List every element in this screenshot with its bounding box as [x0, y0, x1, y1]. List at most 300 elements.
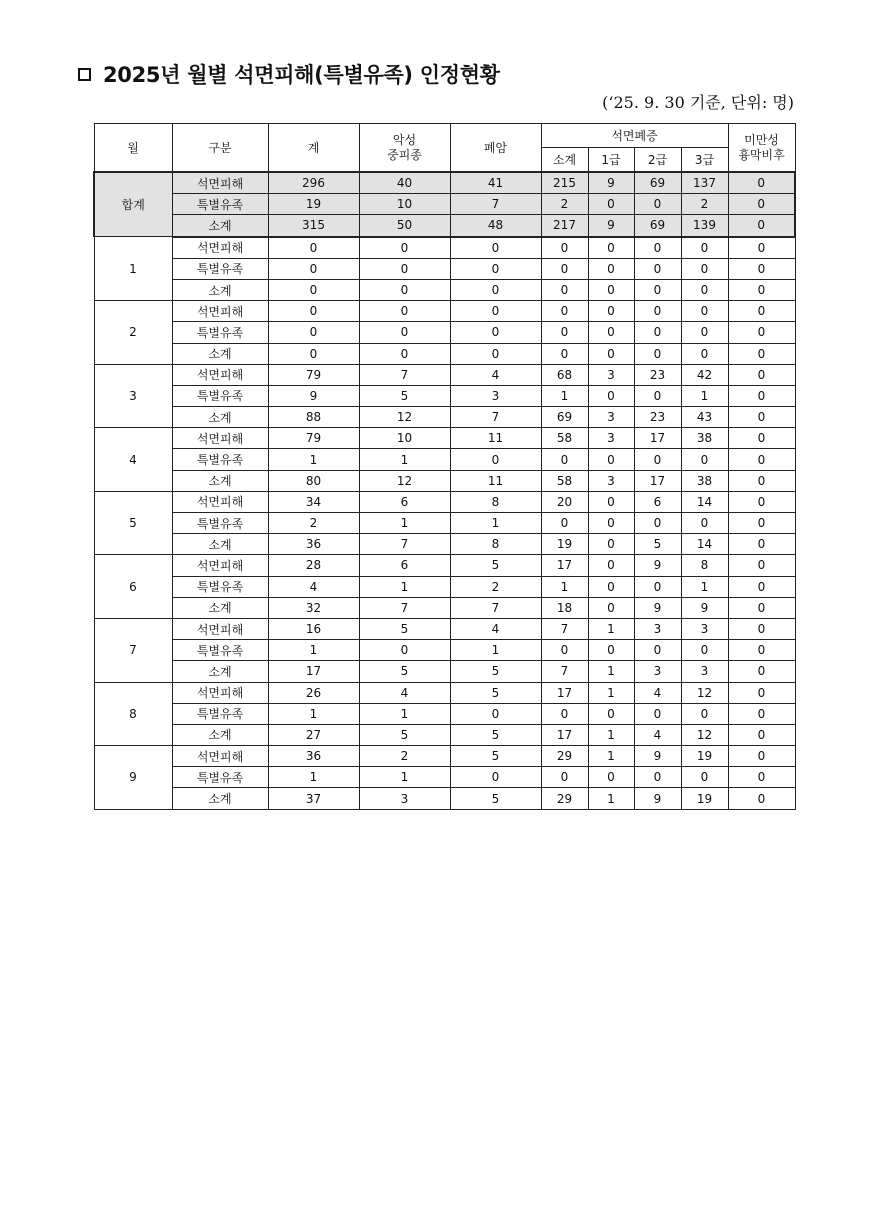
category-cell: 소계 [172, 343, 268, 364]
category-cell: 소계 [172, 724, 268, 745]
lung-cancer-cell: 11 [450, 428, 541, 449]
category-cell: 석면피해 [172, 682, 268, 703]
grade-2-cell: 9 [634, 788, 681, 809]
diffuse-cell: 0 [728, 767, 795, 788]
mesothelioma-cell: 4 [359, 682, 450, 703]
header-lung-cancer: 폐암 [450, 124, 541, 173]
grade-2-cell: 0 [634, 767, 681, 788]
table-row [94, 746, 795, 767]
diffuse-cell: 0 [728, 237, 795, 259]
month-cell: 7 [94, 618, 172, 682]
category-cell: 소계 [172, 215, 268, 237]
total-cell: 2 [268, 513, 359, 534]
asbestosis-subtotal-cell: 0 [541, 513, 588, 534]
asbestosis-subtotal-cell: 0 [541, 640, 588, 661]
grade-3-cell: 0 [681, 237, 728, 259]
grade-3-cell: 14 [681, 534, 728, 555]
mesothelioma-cell: 6 [359, 491, 450, 512]
asbestosis-subtotal-cell: 17 [541, 724, 588, 745]
diffuse-cell: 0 [728, 788, 795, 809]
total-cell: 1 [268, 703, 359, 724]
lung-cancer-cell: 11 [450, 470, 541, 491]
table-row [94, 364, 795, 385]
table-row [94, 237, 795, 259]
total-cell: 0 [268, 301, 359, 322]
lung-cancer-cell: 48 [450, 215, 541, 237]
diffuse-cell: 0 [728, 364, 795, 385]
category-cell: 특별유족 [172, 385, 268, 406]
diffuse-cell: 0 [728, 428, 795, 449]
grade-3-cell: 12 [681, 724, 728, 745]
asbestosis-subtotal-cell: 18 [541, 597, 588, 618]
total-cell: 0 [268, 343, 359, 364]
month-cell-total: 합계 [94, 172, 172, 237]
grade-1-cell: 3 [588, 470, 634, 491]
grade-2-cell: 3 [634, 661, 681, 682]
grade-1-cell: 0 [588, 237, 634, 259]
grade-1-cell: 1 [588, 618, 634, 639]
mesothelioma-cell: 6 [359, 555, 450, 576]
grade-1-cell: 0 [588, 555, 634, 576]
total-cell: 79 [268, 428, 359, 449]
grade-3-cell: 0 [681, 640, 728, 661]
month-cell: 6 [94, 555, 172, 619]
category-cell: 특별유족 [172, 194, 268, 215]
table-row [94, 428, 795, 449]
table-row [94, 385, 795, 406]
total-cell: 1 [268, 767, 359, 788]
grade-3-cell: 0 [681, 449, 728, 470]
grade-3-cell: 0 [681, 703, 728, 724]
asbestosis-subtotal-cell: 58 [541, 428, 588, 449]
total-cell: 27 [268, 724, 359, 745]
total-cell: 26 [268, 682, 359, 703]
total-cell: 4 [268, 576, 359, 597]
lung-cancer-cell: 3 [450, 385, 541, 406]
diffuse-cell: 0 [728, 258, 795, 279]
table-row [94, 279, 795, 300]
grade-2-cell: 6 [634, 491, 681, 512]
diffuse-cell: 0 [728, 407, 795, 428]
grade-3-cell: 0 [681, 258, 728, 279]
lung-cancer-cell: 5 [450, 661, 541, 682]
unit-note: (‘25. 9. 30 기준, 단위: 명) [602, 93, 794, 112]
grade-3-cell: 0 [681, 767, 728, 788]
table-row [94, 640, 795, 661]
category-cell: 소계 [172, 407, 268, 428]
grade-1-cell: 0 [588, 767, 634, 788]
total-cell: 296 [268, 172, 359, 194]
table-row [94, 597, 795, 618]
asbestosis-subtotal-cell: 0 [541, 449, 588, 470]
lung-cancer-cell: 5 [450, 724, 541, 745]
month-cell: 5 [94, 491, 172, 555]
grade-1-cell: 0 [588, 343, 634, 364]
diffuse-cell: 0 [728, 724, 795, 745]
asbestosis-subtotal-cell: 29 [541, 746, 588, 767]
grade-1-cell: 0 [588, 322, 634, 343]
grade-1-cell: 3 [588, 407, 634, 428]
header-total: 계 [268, 124, 359, 173]
asbestosis-subtotal-cell: 19 [541, 534, 588, 555]
total-cell: 0 [268, 279, 359, 300]
lung-cancer-cell: 0 [450, 343, 541, 364]
grade-3-cell: 12 [681, 682, 728, 703]
diffuse-cell: 0 [728, 343, 795, 364]
diffuse-cell: 0 [728, 194, 795, 215]
mesothelioma-cell: 40 [359, 172, 450, 194]
asbestosis-subtotal-cell: 0 [541, 767, 588, 788]
mesothelioma-cell: 0 [359, 258, 450, 279]
grade-2-cell: 4 [634, 682, 681, 703]
total-cell: 0 [268, 322, 359, 343]
mesothelioma-cell: 0 [359, 640, 450, 661]
grade-2-cell: 0 [634, 385, 681, 406]
total-cell: 17 [268, 661, 359, 682]
grade-3-cell: 3 [681, 661, 728, 682]
category-cell: 소계 [172, 788, 268, 809]
asbestosis-subtotal-cell: 68 [541, 364, 588, 385]
table-row [94, 724, 795, 745]
grade-1-cell: 1 [588, 724, 634, 745]
mesothelioma-cell: 0 [359, 237, 450, 259]
table-row [94, 661, 795, 682]
asbestosis-subtotal-cell: 58 [541, 470, 588, 491]
lung-cancer-cell: 0 [450, 279, 541, 300]
asbestosis-subtotal-cell: 7 [541, 661, 588, 682]
title-row [78, 58, 500, 90]
grade-2-cell: 0 [634, 343, 681, 364]
grade-3-cell: 38 [681, 470, 728, 491]
mesothelioma-cell: 1 [359, 576, 450, 597]
grade-1-cell: 0 [588, 576, 634, 597]
diffuse-cell: 0 [728, 640, 795, 661]
category-cell: 소계 [172, 470, 268, 491]
grade-1-cell: 1 [588, 682, 634, 703]
category-cell: 소계 [172, 534, 268, 555]
mesothelioma-cell: 10 [359, 194, 450, 215]
asbestosis-subtotal-cell: 69 [541, 407, 588, 428]
grade-1-cell: 0 [588, 534, 634, 555]
grade-2-cell: 17 [634, 470, 681, 491]
total-row [94, 215, 795, 237]
lung-cancer-cell: 0 [450, 449, 541, 470]
lung-cancer-cell: 41 [450, 172, 541, 194]
asbestosis-subtotal-cell: 1 [541, 385, 588, 406]
grade-2-cell: 17 [634, 428, 681, 449]
diffuse-cell: 0 [728, 746, 795, 767]
header-grade-2: 2급 [634, 148, 681, 173]
grade-2-cell: 9 [634, 597, 681, 618]
total-cell: 1 [268, 449, 359, 470]
asbestosis-subtotal-cell: 20 [541, 491, 588, 512]
mesothelioma-cell: 0 [359, 322, 450, 343]
total-cell: 19 [268, 194, 359, 215]
grade-2-cell: 69 [634, 215, 681, 237]
grade-2-cell: 4 [634, 724, 681, 745]
lung-cancer-cell: 4 [450, 618, 541, 639]
grade-2-cell: 69 [634, 172, 681, 194]
table-row [94, 322, 795, 343]
grade-1-cell: 0 [588, 279, 634, 300]
month-cell: 2 [94, 301, 172, 365]
total-row [94, 194, 795, 215]
grade-1-cell: 0 [588, 597, 634, 618]
header-mesothelioma: 악성 중피종 [359, 124, 450, 173]
total-cell: 79 [268, 364, 359, 385]
category-cell: 석면피해 [172, 364, 268, 385]
total-cell: 1 [268, 640, 359, 661]
mesothelioma-cell: 1 [359, 513, 450, 534]
header-month: 월 [94, 124, 172, 173]
grade-2-cell: 0 [634, 449, 681, 470]
asbestosis-subtotal-cell: 0 [541, 343, 588, 364]
grade-3-cell: 0 [681, 279, 728, 300]
grade-1-cell: 0 [588, 513, 634, 534]
table-row [94, 682, 795, 703]
grade-2-cell: 0 [634, 279, 681, 300]
grade-2-cell: 0 [634, 640, 681, 661]
diffuse-cell: 0 [728, 215, 795, 237]
table-row [94, 618, 795, 639]
category-cell: 특별유족 [172, 258, 268, 279]
asbestosis-subtotal-cell: 17 [541, 555, 588, 576]
table-row [94, 491, 795, 512]
diffuse-cell: 0 [728, 470, 795, 491]
mesothelioma-cell: 7 [359, 534, 450, 555]
lung-cancer-cell: 0 [450, 322, 541, 343]
category-cell: 특별유족 [172, 513, 268, 534]
table-row [94, 767, 795, 788]
asbestosis-subtotal-cell: 0 [541, 322, 588, 343]
grade-1-cell: 0 [588, 194, 634, 215]
total-cell: 16 [268, 618, 359, 639]
table-row [94, 407, 795, 428]
lung-cancer-cell: 5 [450, 746, 541, 767]
grade-3-cell: 139 [681, 215, 728, 237]
category-cell: 소계 [172, 597, 268, 618]
lung-cancer-cell: 0 [450, 703, 541, 724]
grade-2-cell: 9 [634, 555, 681, 576]
lung-cancer-cell: 1 [450, 640, 541, 661]
lung-cancer-cell: 2 [450, 576, 541, 597]
month-cell: 1 [94, 237, 172, 301]
grade-2-cell: 0 [634, 703, 681, 724]
lung-cancer-cell: 7 [450, 597, 541, 618]
lung-cancer-cell: 5 [450, 555, 541, 576]
mesothelioma-cell: 5 [359, 724, 450, 745]
mesothelioma-cell: 0 [359, 279, 450, 300]
grade-1-cell: 0 [588, 703, 634, 724]
grade-2-cell: 0 [634, 237, 681, 259]
grade-1-cell: 9 [588, 215, 634, 237]
mesothelioma-cell: 5 [359, 385, 450, 406]
grade-2-cell: 0 [634, 194, 681, 215]
diffuse-cell: 0 [728, 682, 795, 703]
lung-cancer-cell: 0 [450, 767, 541, 788]
category-cell: 석면피해 [172, 618, 268, 639]
header-category: 구분 [172, 124, 268, 173]
category-cell: 석면피해 [172, 428, 268, 449]
total-cell: 36 [268, 746, 359, 767]
grade-2-cell: 0 [634, 513, 681, 534]
mesothelioma-cell: 1 [359, 703, 450, 724]
table-row [94, 534, 795, 555]
grade-3-cell: 14 [681, 491, 728, 512]
total-cell: 0 [268, 258, 359, 279]
month-cell: 8 [94, 682, 172, 746]
grade-3-cell: 8 [681, 555, 728, 576]
total-cell: 36 [268, 534, 359, 555]
table-row [94, 470, 795, 491]
diffuse-cell: 0 [728, 555, 795, 576]
grade-2-cell: 0 [634, 576, 681, 597]
category-cell: 소계 [172, 661, 268, 682]
grade-1-cell: 0 [588, 491, 634, 512]
grade-1-cell: 3 [588, 364, 634, 385]
lung-cancer-cell: 8 [450, 534, 541, 555]
diffuse-cell: 0 [728, 491, 795, 512]
lung-cancer-cell: 0 [450, 237, 541, 259]
table-row [94, 301, 795, 322]
asbestosis-subtotal-cell: 0 [541, 703, 588, 724]
total-cell: 315 [268, 215, 359, 237]
grade-3-cell: 1 [681, 385, 728, 406]
lung-cancer-cell: 7 [450, 194, 541, 215]
asbestosis-subtotal-cell: 2 [541, 194, 588, 215]
total-cell: 32 [268, 597, 359, 618]
grade-1-cell: 0 [588, 301, 634, 322]
table-row [94, 555, 795, 576]
mesothelioma-cell: 3 [359, 788, 450, 809]
header-grade-3: 3급 [681, 148, 728, 173]
grade-3-cell: 42 [681, 364, 728, 385]
grade-1-cell: 0 [588, 385, 634, 406]
grade-1-cell: 0 [588, 640, 634, 661]
grade-3-cell: 0 [681, 513, 728, 534]
grade-3-cell: 3 [681, 618, 728, 639]
total-cell: 88 [268, 407, 359, 428]
grade-3-cell: 0 [681, 301, 728, 322]
grade-2-cell: 3 [634, 618, 681, 639]
month-cell: 9 [94, 746, 172, 810]
lung-cancer-cell: 1 [450, 513, 541, 534]
diffuse-cell: 0 [728, 301, 795, 322]
asbestosis-subtotal-cell: 29 [541, 788, 588, 809]
header-diffuse: 미만성 흉막비후 [728, 124, 795, 173]
grade-1-cell: 1 [588, 746, 634, 767]
lung-cancer-cell: 7 [450, 407, 541, 428]
diffuse-cell: 0 [728, 449, 795, 470]
header-asbestosis: 석면폐증 [541, 124, 728, 148]
total-cell: 80 [268, 470, 359, 491]
category-cell: 소계 [172, 279, 268, 300]
mesothelioma-cell: 12 [359, 470, 450, 491]
mesothelioma-cell: 1 [359, 449, 450, 470]
category-cell: 석면피해 [172, 746, 268, 767]
grade-2-cell: 0 [634, 301, 681, 322]
asbestosis-subtotal-cell: 0 [541, 279, 588, 300]
table-row [94, 449, 795, 470]
mesothelioma-cell: 0 [359, 343, 450, 364]
mesothelioma-cell: 7 [359, 597, 450, 618]
diffuse-cell: 0 [728, 172, 795, 194]
asbestosis-subtotal-cell: 215 [541, 172, 588, 194]
category-cell: 특별유족 [172, 576, 268, 597]
asbestosis-subtotal-cell: 0 [541, 237, 588, 259]
grade-1-cell: 0 [588, 449, 634, 470]
asbestosis-subtotal-cell: 0 [541, 301, 588, 322]
category-cell: 특별유족 [172, 703, 268, 724]
lung-cancer-cell: 0 [450, 301, 541, 322]
grade-2-cell: 23 [634, 364, 681, 385]
grade-3-cell: 19 [681, 746, 728, 767]
grade-2-cell: 0 [634, 322, 681, 343]
asbestosis-subtotal-cell: 217 [541, 215, 588, 237]
header-grade-1: 1급 [588, 148, 634, 173]
table-row [94, 576, 795, 597]
grade-2-cell: 0 [634, 258, 681, 279]
grade-3-cell: 1 [681, 576, 728, 597]
grade-2-cell: 5 [634, 534, 681, 555]
grade-3-cell: 9 [681, 597, 728, 618]
grade-1-cell: 9 [588, 172, 634, 194]
grade-3-cell: 0 [681, 322, 728, 343]
category-cell: 석면피해 [172, 555, 268, 576]
checkbox-icon [78, 68, 91, 81]
mesothelioma-cell: 10 [359, 428, 450, 449]
table-row [94, 513, 795, 534]
diffuse-cell: 0 [728, 618, 795, 639]
mesothelioma-cell: 0 [359, 301, 450, 322]
mesothelioma-cell: 2 [359, 746, 450, 767]
total-cell: 0 [268, 237, 359, 259]
category-cell: 특별유족 [172, 322, 268, 343]
stats-table [93, 123, 796, 810]
diffuse-cell: 0 [728, 513, 795, 534]
mesothelioma-cell: 1 [359, 767, 450, 788]
grade-1-cell: 1 [588, 788, 634, 809]
diffuse-cell: 0 [728, 385, 795, 406]
lung-cancer-cell: 5 [450, 682, 541, 703]
diffuse-cell: 0 [728, 576, 795, 597]
diffuse-cell: 0 [728, 279, 795, 300]
total-cell: 37 [268, 788, 359, 809]
grade-3-cell: 137 [681, 172, 728, 194]
diffuse-cell: 0 [728, 597, 795, 618]
table-header [94, 124, 795, 173]
lung-cancer-cell: 4 [450, 364, 541, 385]
total-cell: 34 [268, 491, 359, 512]
category-cell: 특별유족 [172, 767, 268, 788]
table-row [94, 258, 795, 279]
table-row [94, 703, 795, 724]
header-asbestosis-subtotal: 소계 [541, 148, 588, 173]
table-row [94, 343, 795, 364]
mesothelioma-cell: 7 [359, 364, 450, 385]
lung-cancer-cell: 0 [450, 258, 541, 279]
grade-1-cell: 3 [588, 428, 634, 449]
total-cell: 9 [268, 385, 359, 406]
diffuse-cell: 0 [728, 534, 795, 555]
diffuse-cell: 0 [728, 322, 795, 343]
mesothelioma-cell: 50 [359, 215, 450, 237]
category-cell: 석면피해 [172, 237, 268, 259]
total-cell: 28 [268, 555, 359, 576]
grade-3-cell: 38 [681, 428, 728, 449]
table-body [94, 172, 795, 809]
lung-cancer-cell: 8 [450, 491, 541, 512]
